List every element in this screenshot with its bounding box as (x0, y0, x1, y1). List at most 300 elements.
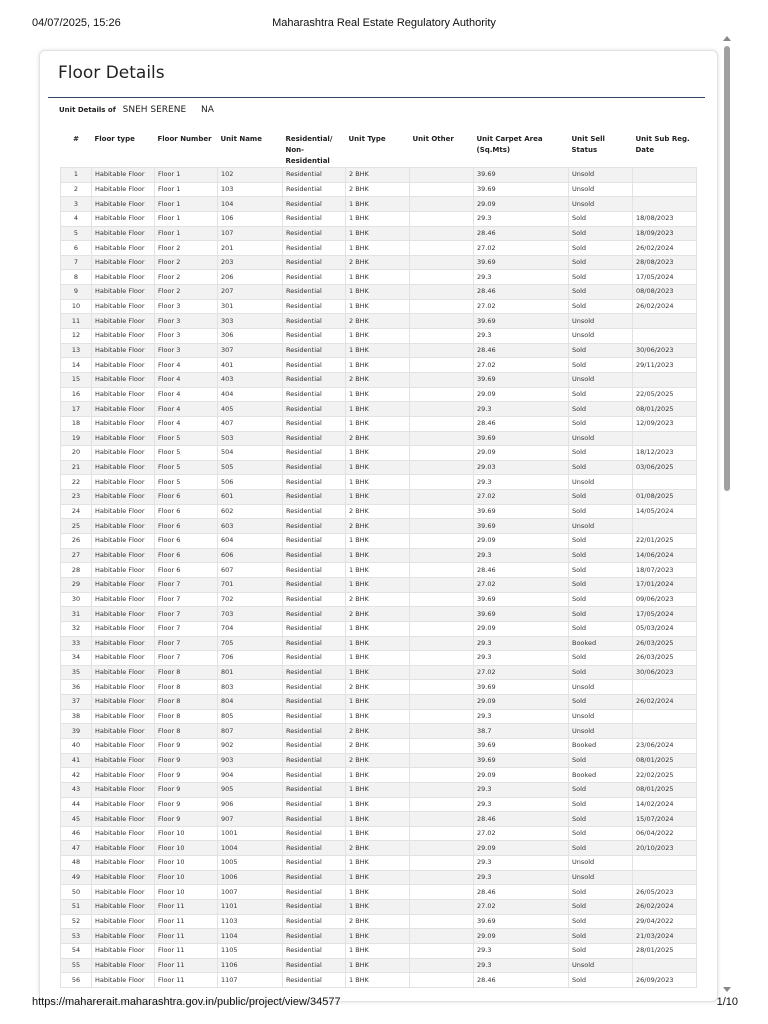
table-cell: Residential (283, 607, 346, 622)
table-cell (410, 197, 474, 212)
project-name: SNEH SERENE (122, 105, 187, 115)
table-cell: 39.69 (474, 519, 569, 534)
table-cell: 35 (61, 665, 92, 680)
table-cell (633, 870, 697, 885)
table-cell: 24 (61, 504, 92, 519)
table-cell: 14/05/2024 (633, 504, 697, 519)
table-cell (410, 490, 474, 505)
table-cell (410, 870, 474, 885)
table-cell: 2 BHK (346, 504, 410, 519)
table-cell: Sold (569, 782, 633, 797)
title-divider (48, 97, 705, 98)
table-cell: 2 BHK (346, 314, 410, 329)
table-cell: 604 (218, 534, 283, 549)
table-cell: Floor 3 (155, 314, 218, 329)
project-suffix: NA (201, 105, 214, 115)
table-cell: Residential (283, 841, 346, 856)
table-cell: Sold (569, 929, 633, 944)
table-cell: 1 BHK (346, 475, 410, 490)
table-cell: 18 (61, 416, 92, 431)
table-cell: Habitable Floor (92, 285, 155, 300)
table-cell: Sold (569, 299, 633, 314)
table-cell: 18/08/2023 (633, 211, 697, 226)
table-row (61, 226, 697, 241)
table-cell: 03/06/2025 (633, 460, 697, 475)
table-cell: Residential (283, 490, 346, 505)
table-cell (410, 431, 474, 446)
table-cell (633, 431, 697, 446)
table-cell: Sold (569, 226, 633, 241)
table-cell: Sold (569, 255, 633, 270)
table-cell (410, 519, 474, 534)
table-cell: Habitable Floor (92, 826, 155, 841)
table-cell: 1 BHK (346, 900, 410, 915)
table-cell: 26/02/2024 (633, 299, 697, 314)
table-cell: 201 (218, 241, 283, 256)
table-cell: Residential (283, 460, 346, 475)
table-cell: Residential (283, 958, 346, 973)
table-cell: 307 (218, 343, 283, 358)
table-cell: 29 (61, 577, 92, 592)
table-cell: 1 BHK (346, 490, 410, 505)
table-cell: 203 (218, 255, 283, 270)
table-cell: 28/01/2025 (633, 943, 697, 958)
table-cell: Habitable Floor (92, 958, 155, 973)
table-row (61, 592, 697, 607)
table-row (61, 797, 697, 812)
scroll-up-icon[interactable] (723, 36, 731, 41)
table-cell: 21 (61, 460, 92, 475)
table-cell: 306 (218, 329, 283, 344)
table-row (61, 387, 697, 402)
table-cell: 29.3 (474, 943, 569, 958)
table-cell: Sold (569, 241, 633, 256)
table-cell: 05/03/2024 (633, 621, 697, 636)
table-cell: Sold (569, 446, 633, 461)
table-cell: 26/09/2023 (633, 973, 697, 988)
table-cell: Floor 2 (155, 241, 218, 256)
table-cell: Floor 8 (155, 665, 218, 680)
table-cell (633, 680, 697, 695)
table-cell (410, 826, 474, 841)
table-cell (410, 358, 474, 373)
table-cell: 606 (218, 548, 283, 563)
table-cell (410, 577, 474, 592)
table-cell: Floor 2 (155, 255, 218, 270)
table-cell (410, 255, 474, 270)
table-cell: 1 BHK (346, 929, 410, 944)
table-cell: 29.09 (474, 446, 569, 461)
table-cell: Floor 11 (155, 973, 218, 988)
table-cell: Floor 3 (155, 329, 218, 344)
table-cell: Residential (283, 812, 346, 827)
table-cell: 15/07/2024 (633, 812, 697, 827)
table-cell: Unsold (569, 870, 633, 885)
table-cell: Sold (569, 285, 633, 300)
table-cell: Residential (283, 387, 346, 402)
table-cell: Residential (283, 943, 346, 958)
table-cell: 29.3 (474, 782, 569, 797)
table-cell: Unsold (569, 680, 633, 695)
table-cell: 20/10/2023 (633, 841, 697, 856)
table-cell: Booked (569, 636, 633, 651)
table-cell: Unsold (569, 856, 633, 871)
table-cell (410, 621, 474, 636)
table-cell: Residential (283, 577, 346, 592)
table-cell: 10 (61, 299, 92, 314)
table-cell: Floor 5 (155, 431, 218, 446)
table-cell: 303 (218, 314, 283, 329)
table-cell: 29.09 (474, 841, 569, 856)
table-cell: Residential (283, 446, 346, 461)
table-cell: 29.09 (474, 695, 569, 710)
table-cell: 42 (61, 768, 92, 783)
table-cell: Habitable Floor (92, 929, 155, 944)
table-cell: 01/08/2025 (633, 490, 697, 505)
table-cell: Habitable Floor (92, 329, 155, 344)
table-cell: 26/02/2024 (633, 695, 697, 710)
table-cell (633, 724, 697, 739)
table-cell: Habitable Floor (92, 812, 155, 827)
table-cell: Unsold (569, 314, 633, 329)
table-cell: 27.02 (474, 665, 569, 680)
table-cell: 1 BHK (346, 460, 410, 475)
table-cell: 17/05/2024 (633, 607, 697, 622)
table-cell: Unsold (569, 431, 633, 446)
table-cell: 39.69 (474, 592, 569, 607)
table-cell: Habitable Floor (92, 738, 155, 753)
page-scrollbar[interactable] (721, 36, 733, 992)
table-row (61, 724, 697, 739)
table-cell: Residential (283, 358, 346, 373)
table-cell: 29/11/2023 (633, 358, 697, 373)
table-cell (410, 372, 474, 387)
table-cell: 905 (218, 782, 283, 797)
table-cell: 2 BHK (346, 914, 410, 929)
table-cell: 21/03/2024 (633, 929, 697, 944)
table-cell: Floor 11 (155, 943, 218, 958)
table-cell: Habitable Floor (92, 358, 155, 373)
table-cell (633, 372, 697, 387)
table-cell: 1 BHK (346, 343, 410, 358)
table-cell (410, 695, 474, 710)
table-cell: Habitable Floor (92, 782, 155, 797)
table-cell: 405 (218, 402, 283, 417)
table-cell: 56 (61, 973, 92, 988)
table-cell: Residential (283, 314, 346, 329)
table-cell: Habitable Floor (92, 255, 155, 270)
table-cell: Floor 5 (155, 460, 218, 475)
table-row (61, 255, 697, 270)
table-cell: Sold (569, 504, 633, 519)
table-row (61, 856, 697, 871)
table-cell: 54 (61, 943, 92, 958)
page-title: Floor Details (58, 63, 165, 83)
table-cell: Residential (283, 724, 346, 739)
table-cell: 29.3 (474, 651, 569, 666)
table-row (61, 973, 697, 988)
table-cell: 1 BHK (346, 358, 410, 373)
table-row (61, 285, 697, 300)
table-cell: 1 BHK (346, 826, 410, 841)
table-cell: Floor 5 (155, 475, 218, 490)
table-cell: Residential (283, 782, 346, 797)
table-row (61, 431, 697, 446)
table-cell: 28.46 (474, 812, 569, 827)
table-cell: 52 (61, 914, 92, 929)
table-cell: 403 (218, 372, 283, 387)
table-cell: 30/06/2023 (633, 343, 697, 358)
table-cell: 28.46 (474, 885, 569, 900)
table-cell: 1 BHK (346, 870, 410, 885)
table-cell: 39.69 (474, 914, 569, 929)
print-url: https://maharerait.maharashtra.gov.in/public/project/view/34577 (32, 996, 341, 1008)
table-row (61, 738, 697, 753)
table-cell: 907 (218, 812, 283, 827)
table-cell: Residential (283, 929, 346, 944)
table-cell: Floor 6 (155, 490, 218, 505)
table-cell: Habitable Floor (92, 943, 155, 958)
table-cell: 29.09 (474, 387, 569, 402)
table-cell: 14/06/2024 (633, 548, 697, 563)
table-cell: 14/02/2024 (633, 797, 697, 812)
table-cell: Floor 8 (155, 724, 218, 739)
table-cell: 2 BHK (346, 680, 410, 695)
table-cell: Habitable Floor (92, 563, 155, 578)
table-cell (410, 709, 474, 724)
table-cell: Residential (283, 548, 346, 563)
table-cell (410, 460, 474, 475)
table-cell: 28.46 (474, 343, 569, 358)
table-cell: Booked (569, 768, 633, 783)
table-cell: 1006 (218, 870, 283, 885)
table-cell: 506 (218, 475, 283, 490)
table-row (61, 446, 697, 461)
table-cell (410, 182, 474, 197)
table-cell: Habitable Floor (92, 168, 155, 183)
table-cell: 29.3 (474, 211, 569, 226)
table-cell: Sold (569, 592, 633, 607)
table-cell: 401 (218, 358, 283, 373)
table-cell: 1 BHK (346, 226, 410, 241)
table-cell: 704 (218, 621, 283, 636)
table-cell (633, 958, 697, 973)
table-cell (410, 416, 474, 431)
table-cell: Sold (569, 343, 633, 358)
table-cell: Floor 7 (155, 621, 218, 636)
table-cell: 1 BHK (346, 416, 410, 431)
table-cell (410, 943, 474, 958)
table-cell: Booked (569, 738, 633, 753)
table-cell: Residential (283, 753, 346, 768)
table-cell: 1 BHK (346, 665, 410, 680)
table-cell: 903 (218, 753, 283, 768)
table-cell: Sold (569, 460, 633, 475)
table-cell: Floor 3 (155, 343, 218, 358)
table-row (61, 548, 697, 563)
table-cell: Unsold (569, 709, 633, 724)
table-cell (410, 534, 474, 549)
table-cell (410, 665, 474, 680)
table-cell: Floor 5 (155, 446, 218, 461)
table-cell (410, 738, 474, 753)
table-cell: Floor 8 (155, 709, 218, 724)
table-cell: Floor 4 (155, 372, 218, 387)
table-cell: 1 BHK (346, 197, 410, 212)
table-cell: Floor 1 (155, 197, 218, 212)
table-cell: 29/04/2022 (633, 914, 697, 929)
table-row (61, 534, 697, 549)
table-cell: Residential (283, 651, 346, 666)
print-page-number: 1/10 (716, 996, 738, 1008)
table-cell: Floor 1 (155, 182, 218, 197)
print-datetime: 04/07/2025, 15:26 (32, 17, 121, 29)
table-cell: 1004 (218, 841, 283, 856)
table-cell: Habitable Floor (92, 592, 155, 607)
table-cell (410, 782, 474, 797)
scroll-down-icon[interactable] (723, 987, 731, 992)
table-cell: Habitable Floor (92, 446, 155, 461)
table-cell: 1005 (218, 856, 283, 871)
table-cell: 2 (61, 182, 92, 197)
table-cell: 20 (61, 446, 92, 461)
table-row (61, 519, 697, 534)
table-cell (633, 197, 697, 212)
table-cell (410, 563, 474, 578)
table-cell: 27 (61, 548, 92, 563)
table-cell: Floor 4 (155, 416, 218, 431)
table-cell: Unsold (569, 372, 633, 387)
table-row (61, 607, 697, 622)
table-row (61, 270, 697, 285)
table-cell: 1106 (218, 958, 283, 973)
table-cell: Habitable Floor (92, 431, 155, 446)
table-cell: Sold (569, 211, 633, 226)
table-cell: Residential (283, 665, 346, 680)
table-cell (410, 285, 474, 300)
table-cell: 207 (218, 285, 283, 300)
floor-details-table (60, 128, 697, 988)
table-cell: 22/05/2025 (633, 387, 697, 402)
table-cell: Floor 7 (155, 607, 218, 622)
table-cell: 805 (218, 709, 283, 724)
table-cell: 407 (218, 416, 283, 431)
unit-details-line (59, 105, 214, 115)
table-row (61, 358, 697, 373)
table-cell: Habitable Floor (92, 197, 155, 212)
table-cell: Floor 4 (155, 358, 218, 373)
table-cell: Sold (569, 577, 633, 592)
table-cell: Floor 1 (155, 168, 218, 183)
table-cell: Sold (569, 402, 633, 417)
table-cell: 06/04/2022 (633, 826, 697, 841)
table-cell: Floor 10 (155, 870, 218, 885)
table-cell: Floor 7 (155, 577, 218, 592)
table-cell: 11 (61, 314, 92, 329)
table-cell (633, 314, 697, 329)
table-row (61, 329, 697, 344)
table-row (61, 695, 697, 710)
table-cell: 22/01/2025 (633, 534, 697, 549)
table-cell: 1101 (218, 900, 283, 915)
table-cell: Floor 7 (155, 592, 218, 607)
table-cell: Habitable Floor (92, 870, 155, 885)
table-cell: 2 BHK (346, 431, 410, 446)
table-row (61, 709, 697, 724)
table-cell (410, 856, 474, 871)
table-cell: Residential (283, 431, 346, 446)
table-row (61, 680, 697, 695)
table-cell: 107 (218, 226, 283, 241)
table-cell: 39.69 (474, 314, 569, 329)
table-cell: 1 BHK (346, 329, 410, 344)
table-cell: 51 (61, 900, 92, 915)
table-cell: 27.02 (474, 826, 569, 841)
table-cell: Habitable Floor (92, 856, 155, 871)
table-cell (410, 812, 474, 827)
table-cell: 29.03 (474, 460, 569, 475)
table-row (61, 900, 697, 915)
table-cell: 2 BHK (346, 519, 410, 534)
table-cell: 1 BHK (346, 973, 410, 988)
table-cell: Habitable Floor (92, 768, 155, 783)
table-cell: 39.69 (474, 255, 569, 270)
table-cell: 1 BHK (346, 709, 410, 724)
table-cell: 28/08/2023 (633, 255, 697, 270)
table-cell: Habitable Floor (92, 211, 155, 226)
table-cell (410, 299, 474, 314)
table-cell: Habitable Floor (92, 797, 155, 812)
table-cell: 1 BHK (346, 211, 410, 226)
column-header: Floor type (94, 135, 135, 143)
scrollbar-thumb[interactable] (724, 46, 730, 491)
table-cell: 17/05/2024 (633, 270, 697, 285)
table-cell: Unsold (569, 182, 633, 197)
table-cell: Residential (283, 768, 346, 783)
table-cell: Floor 11 (155, 900, 218, 915)
table-cell: 33 (61, 636, 92, 651)
table-cell: Floor 9 (155, 782, 218, 797)
table-cell (410, 768, 474, 783)
table-cell (410, 211, 474, 226)
table-cell: Floor 2 (155, 285, 218, 300)
table-row (61, 958, 697, 973)
table-cell: 29.3 (474, 475, 569, 490)
table-cell: 29.09 (474, 768, 569, 783)
table-cell: Floor 9 (155, 753, 218, 768)
table-cell: 43 (61, 782, 92, 797)
table-cell: 47 (61, 841, 92, 856)
table-cell: Habitable Floor (92, 241, 155, 256)
table-cell: Residential (283, 856, 346, 871)
table-cell: Floor 8 (155, 680, 218, 695)
table-cell: Sold (569, 490, 633, 505)
table-cell: Habitable Floor (92, 372, 155, 387)
table-cell: 8 (61, 270, 92, 285)
table-row (61, 753, 697, 768)
table-cell: Residential (283, 563, 346, 578)
table-cell: Floor 10 (155, 826, 218, 841)
table-cell: 29.3 (474, 709, 569, 724)
table-cell: 29.3 (474, 329, 569, 344)
table-cell: 29.3 (474, 548, 569, 563)
table-cell: Residential (283, 226, 346, 241)
table-cell: 902 (218, 738, 283, 753)
table-cell: 505 (218, 460, 283, 475)
table-cell: Floor 4 (155, 402, 218, 417)
table-row (61, 768, 697, 783)
table-cell: 29.3 (474, 958, 569, 973)
